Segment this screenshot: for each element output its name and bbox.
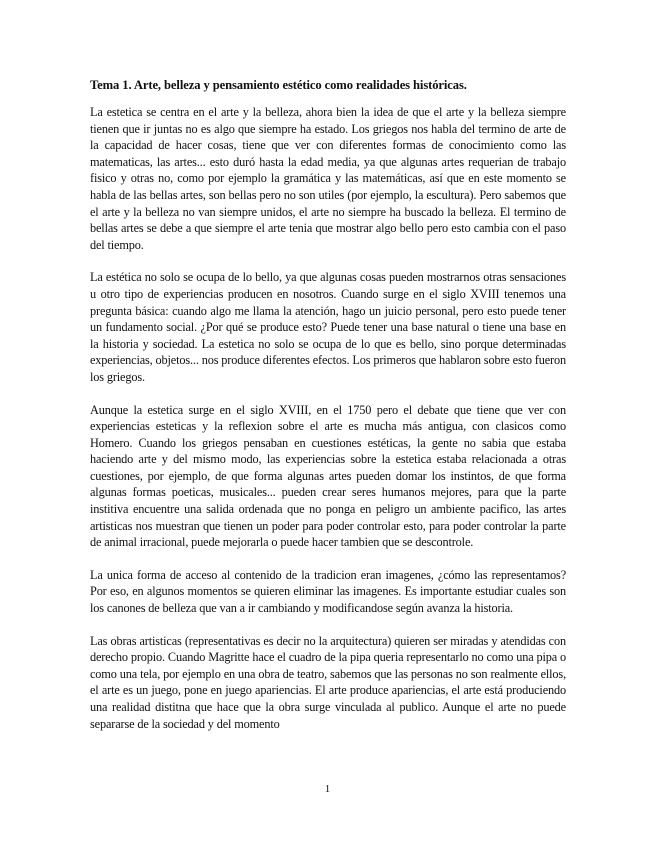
paragraph-1: La estetica se centra en el arte y la belleza, ahora bien la idea de que el arte y la belleza siempre tienen que ir juntas no es algo que siempre ha estado. Los griegos nos habla del termino de arte de la capacidad de hacer cosas, tiene que ver con diferentes formas de conocimiento como las matematicas, las artes... esto duró hasta la edad media, ya que algunas artes requerian de trabajo fisico y otras no, como por ejemplo la gramática y las matemáticas, así que en este momento se habla de las bellas artes, son bellas pero no son utiles (por ejemplo, la escultura). Pero sabemos que el arte y la belleza no van siempre unidos, el arte no siempre ha buscado la belleza. El termino de bellas artes se debe a que siempre el arte tenia que mostrar algo bello pero esto cambia con el paso del tiempo.	[90, 105, 566, 252]
paragraph-4: La unica forma de acceso al contenido de la tradicion eran imagenes, ¿cómo las representamos? Por eso, en algunos momentos se quieren eliminar las imagenes. Es importante estudiar cuales son los canones de belleza que van a ir cambiando y modificandose según avanza la historia.	[90, 567, 566, 616]
paragraph-5: Las obras artisticas (representativas es decir no la arquitectura) quieren ser miradas y atendidas con derecho propio. Cuando Magritte hace el cuadro de la pipa queria representarlo no como una pipa o como una tela, por ejemplo en una obra de teatro, sabemos que las personas no son realmente ellos, el arte es un juego, pone en juego apariencias. El arte produce apariencias, el arte está produciendo una realidad distitna que hace que la obra surge vinculada al publico. Aunque el arte no puede separarse de la sociedad y del momento	[90, 633, 566, 731]
paragraph-2: La estética no solo se ocupa de lo bello, ya que algunas cosas pueden mostrarnos otras sensaciones u otro tipo de experiencias producen en nosotros. Cuando surge en el siglo XVIII tenemos una pregunta básica: cuando algo me llama la atención, hago un juicio personal, pero esto puede tener un fundamento social. ¿Por qué se produce esto? Puede tener una base natural o tiene una base en la historia y sociedad. La estetica no solo se ocupa de lo que es bello, sino porque determinadas experiencias, objetos... nos produce diferentes efectos. Los primeros que hablaron sobre esto fueron los griegos.	[90, 270, 566, 384]
document-title: Tema 1. Arte, belleza y pensamiento estético como realidades históricas.	[90, 78, 467, 92]
page-content	[90, 76, 566, 748]
page-number: 1	[324, 783, 331, 795]
paragraph-3: Aunque la estetica surge en el siglo XVIII, en el 1750 pero el debate que tiene que ver con experiencias esteticas y la reflexion sobre el arte es mucha más antigua, con clasicos como Homero. Cuando los griegos pensaban en cuestiones estéticas, la gente no sabia que estaba haciendo arte y del mismo modo, las experiencias sobre la estetica estaba relacionada a otras cuestiones, por ejemplo, de que forma algunas artes pueden domar los instintos, de que forma algunas formas poeticas, musicales... pueden crear seres humanos mejores, para que la parte institiva encuentre una salida ordenada que no ponga en peligro un ambiente pacifico, las artes artisticas nos muestran que tienen un poder para poder controlar esto, para poder controlar la parte de animal irracional, puede mejorarla o puede hacer tambien que se descontrole.	[90, 402, 566, 550]
